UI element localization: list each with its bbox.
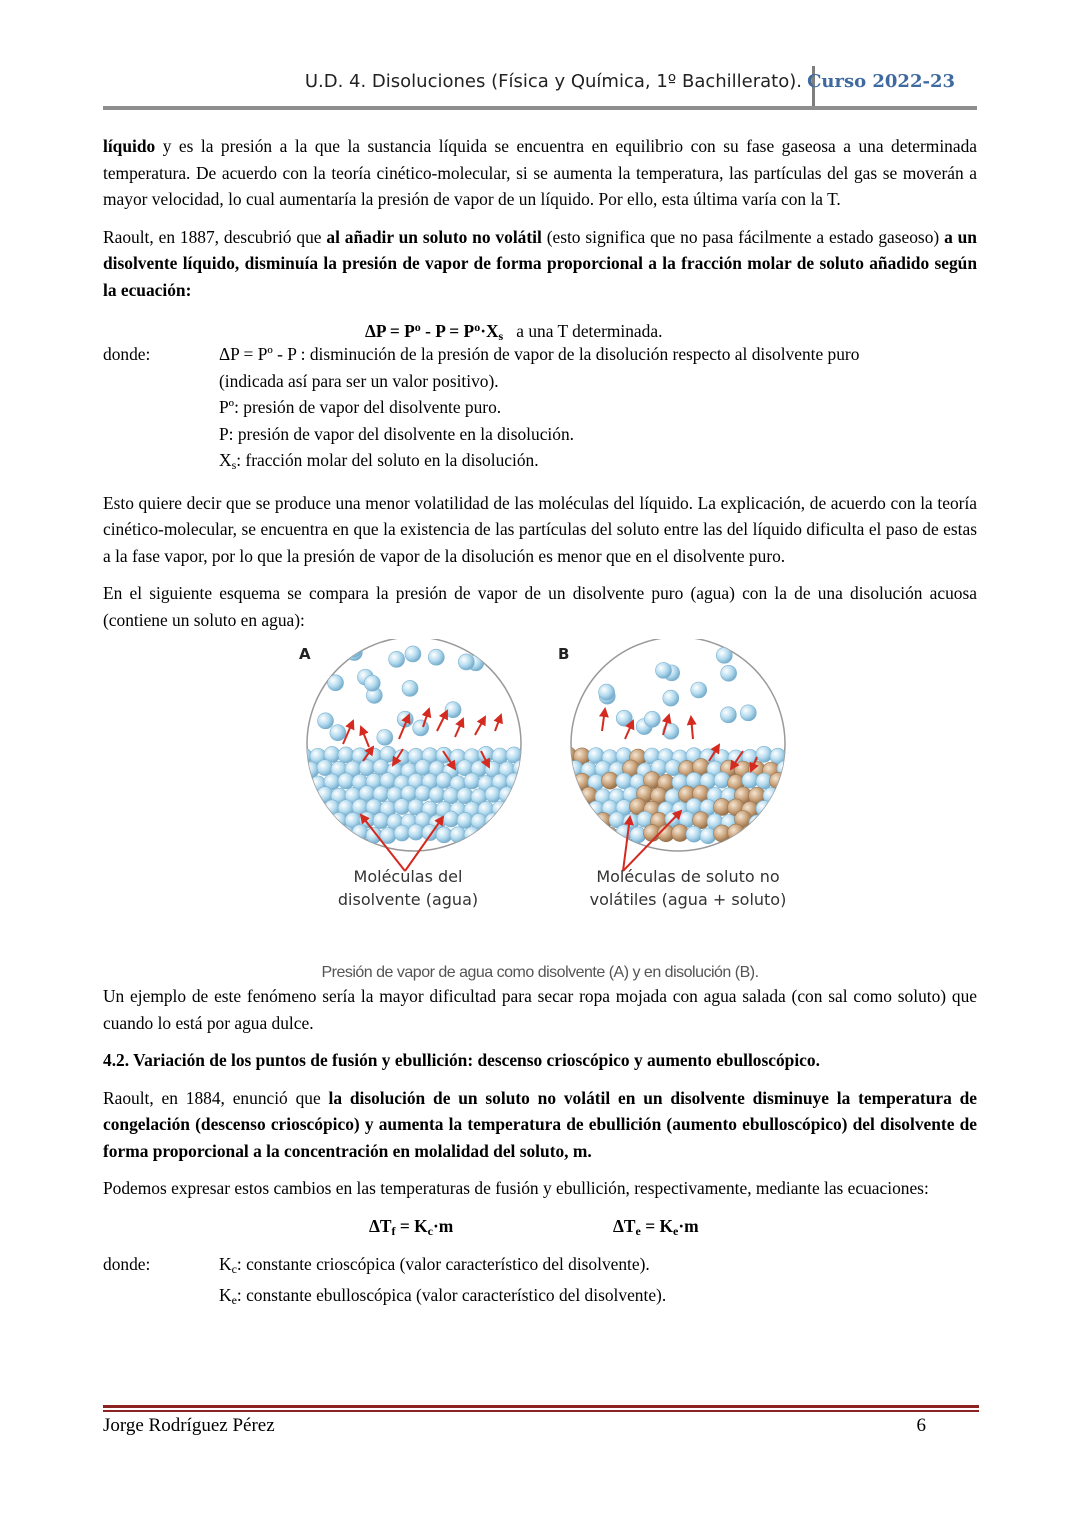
label-solute-molecules bbox=[573, 865, 803, 911]
paragraph-text: y es la presión a la que la sustancia líquida se encuentra en equilibrio con su fase gaseosa a una determinada temperatura. De acuerdo con la teoría cinético-molecular, si se aumenta la temperatura, las partículas del gas se moverán a mayor velocidad, lo cual aumentaría la presión de vapor de un líquido. Por ello, esta última varía con la T. bbox=[103, 136, 977, 209]
vapor-molecule bbox=[616, 710, 632, 726]
water-molecule bbox=[394, 825, 410, 841]
footer-rule bbox=[103, 1410, 979, 1412]
solute-molecule bbox=[602, 827, 619, 844]
water-molecule bbox=[394, 799, 410, 815]
label-line: Moléculas del bbox=[353, 867, 463, 886]
water-molecule bbox=[581, 812, 597, 828]
subscript: e bbox=[231, 1293, 237, 1307]
eq-part: ·m bbox=[678, 1215, 699, 1236]
eq-sup: o bbox=[414, 320, 421, 334]
eq-part: ·X bbox=[480, 321, 499, 341]
footer-author: Jorge Rodríguez Pérez bbox=[103, 1415, 275, 1436]
eq-sup: o bbox=[474, 320, 481, 334]
water-molecule bbox=[317, 760, 333, 776]
paragraph-raoult-1887 bbox=[103, 224, 977, 304]
water-molecule bbox=[763, 814, 779, 830]
solute-molecule bbox=[560, 825, 577, 842]
water-molecule bbox=[310, 801, 326, 817]
paragraph-equations-intro: Podemos expresar estos cambios en las temperaturas de fusión y ebullición, respectivamente, mediante las ecuaciones: bbox=[103, 1178, 929, 1198]
page-content bbox=[103, 133, 977, 1325]
eq-part: - P = P bbox=[420, 321, 475, 341]
definitions-label: donde: bbox=[103, 344, 151, 364]
water-molecule bbox=[485, 786, 501, 802]
header-rule bbox=[103, 106, 977, 110]
water-molecule bbox=[560, 800, 576, 816]
vapor-molecule bbox=[599, 684, 615, 700]
text: Raoult, en 1884, enunció que bbox=[103, 1087, 329, 1108]
water-molecule bbox=[686, 826, 702, 842]
water-molecule bbox=[310, 827, 326, 843]
vapor-molecule bbox=[655, 662, 671, 678]
eq-sub: e bbox=[672, 1223, 679, 1238]
page-number: 6 bbox=[916, 1415, 926, 1436]
bold-text: a un disolvente líquido, disminuía la presión de vapor de forma proporcional a la fracción molar de soluto añadido según la ecuación: bbox=[103, 226, 977, 300]
water-molecule bbox=[742, 772, 758, 788]
definitions-constants bbox=[103, 1251, 977, 1314]
water-molecule bbox=[303, 813, 319, 829]
water-molecule bbox=[499, 811, 515, 827]
water-molecule bbox=[478, 827, 494, 843]
water-molecule bbox=[574, 824, 590, 840]
vapor-molecule bbox=[458, 654, 474, 670]
definition-line: (indicada así para ser un valor positivo). bbox=[219, 370, 499, 391]
definition-line bbox=[219, 447, 977, 479]
text: (esto significa que no pasa fácilmente a estado gaseoso) bbox=[541, 226, 945, 247]
vapor-molecule bbox=[413, 720, 429, 736]
paragraph-vapor-pressure bbox=[103, 133, 977, 213]
vapor-molecule bbox=[721, 665, 737, 681]
section-heading: 4.2. Variación de los puntos de fusión y ebullición: descenso crioscópico y aumento ebulloscópico. bbox=[103, 1050, 820, 1070]
solute-molecule bbox=[777, 786, 794, 803]
text: : fracción molar del soluto en la disolución. bbox=[236, 450, 539, 470]
vapor-molecule bbox=[663, 690, 679, 706]
water-molecule bbox=[506, 801, 522, 817]
water-molecule bbox=[560, 773, 576, 789]
definition-line: ΔP = Pº - P : disminución de la presión de vapor de la disolución respecto al disolvente puro bbox=[219, 344, 860, 364]
vapor-molecule bbox=[389, 651, 405, 667]
eq-sub: c bbox=[427, 1223, 433, 1238]
water-molecule bbox=[714, 772, 730, 788]
vapor-pressure-figure bbox=[103, 639, 977, 979]
water-molecule bbox=[436, 827, 452, 843]
solute-molecule bbox=[756, 825, 773, 842]
text: K bbox=[219, 1253, 232, 1274]
water-molecule bbox=[513, 787, 529, 803]
eq-part: ΔT bbox=[369, 1215, 392, 1236]
water-molecule bbox=[567, 812, 583, 828]
eq-sub: s bbox=[498, 329, 504, 343]
water-molecule bbox=[338, 773, 354, 789]
water-molecule bbox=[338, 826, 354, 842]
water-molecule bbox=[777, 815, 793, 831]
bold-text: la disolución de un soluto no volátil en un disolvente disminuye la temperatura de congelación (descenso crioscópico) y aumenta la temperatura de ebullición (aumento ebulloscópico) del disolvente de forma proporcional a la concentración en molalidad del soluto, m. bbox=[103, 1087, 977, 1161]
water-molecule bbox=[464, 773, 480, 789]
water-molecule bbox=[324, 826, 340, 842]
eq-part: = K bbox=[395, 1215, 428, 1236]
vapor-molecule bbox=[402, 680, 418, 696]
text: Raoult, en 1887, descubrió que bbox=[103, 226, 327, 247]
water-molecule bbox=[296, 800, 312, 816]
solute-molecule bbox=[742, 825, 759, 842]
label-line: disolvente (agua) bbox=[337, 890, 479, 909]
text: X bbox=[219, 450, 232, 470]
label-solvent-molecules bbox=[303, 865, 513, 911]
page-header bbox=[103, 66, 977, 110]
water-molecule bbox=[499, 787, 515, 803]
eq-note: a una T determinada. bbox=[503, 321, 663, 341]
water-molecule bbox=[756, 746, 772, 762]
water-molecule bbox=[373, 813, 389, 829]
solute-molecule bbox=[770, 825, 787, 842]
eq-part: = K bbox=[640, 1215, 673, 1236]
water-molecule bbox=[749, 815, 765, 831]
solute-molecule bbox=[574, 799, 591, 816]
label-line: volátiles (agua + soluto) bbox=[589, 890, 787, 909]
bold-text: al añadir un soluto no volátil bbox=[326, 226, 542, 247]
water-molecule bbox=[296, 773, 312, 789]
vapor-molecule bbox=[740, 705, 756, 721]
water-molecule bbox=[513, 815, 529, 831]
solute-molecule bbox=[770, 772, 787, 789]
water-molecule bbox=[429, 787, 445, 803]
water-molecule bbox=[443, 811, 459, 827]
vapor-molecule bbox=[445, 702, 461, 718]
eq-sub: f bbox=[391, 1223, 396, 1238]
vapor-molecule bbox=[428, 649, 444, 665]
vapor-molecule bbox=[377, 729, 393, 745]
water-molecule bbox=[415, 759, 431, 775]
figure-label-a: A bbox=[299, 645, 311, 663]
definition-line: Pº: presión de vapor del disolvente puro. bbox=[219, 397, 502, 417]
vapor-molecule bbox=[405, 646, 421, 662]
vapor-molecule bbox=[331, 647, 347, 663]
paragraph-example: Un ejemplo de este fenómeno sería la mayor dificultad para secar ropa mojada con agua salada (con sal como soluto) que cuando lo está por agua dulce. bbox=[103, 986, 977, 1033]
header-title: U.D. 4. Disoluciones (Física y Química, 1º Bachillerato). bbox=[304, 71, 802, 92]
water-molecule bbox=[317, 811, 333, 827]
vapor-molecule bbox=[318, 713, 334, 729]
eq-part: ·m bbox=[432, 1215, 454, 1236]
subscript: c bbox=[231, 1261, 237, 1276]
vapor-molecule bbox=[720, 707, 736, 723]
label-line: Moléculas de soluto no bbox=[596, 867, 780, 886]
water-molecule bbox=[588, 825, 604, 841]
definition-line: P: presión de vapor del disolvente en la disolución. bbox=[219, 423, 574, 444]
paragraph-raoult-1884 bbox=[103, 1085, 977, 1165]
header-course: Curso 2022-23 bbox=[807, 71, 955, 92]
vapor-molecule bbox=[331, 643, 347, 659]
vapor-molecule bbox=[644, 711, 660, 727]
text: K bbox=[219, 1285, 232, 1305]
water-molecule bbox=[352, 825, 368, 841]
figure-illustration bbox=[103, 639, 977, 959]
text: : constante ebulloscópica (valor característico del disolvente). bbox=[236, 1285, 667, 1305]
section-title bbox=[103, 1047, 977, 1074]
paragraph-explanation: Esto quiere decir que se produce una menor volatilidad de las moléculas del líquido. La explicación, de acuerdo con la teoría cinético-molecular, se encuentra en que la existencia de las partículas del soluto entre las del líquido dificulta el paso de estas a la fase vapor, por lo que la presión de vapor de la disolución es menor que en el disolvente puro. bbox=[103, 492, 977, 566]
subscript: s bbox=[231, 458, 237, 472]
water-molecule bbox=[436, 772, 452, 788]
definition-line bbox=[219, 1251, 977, 1283]
water-molecule bbox=[770, 798, 786, 814]
equations-colligative bbox=[103, 1213, 977, 1240]
equation-boiling bbox=[613, 1213, 699, 1245]
vapor-molecule bbox=[691, 682, 707, 698]
equation-freezing bbox=[369, 1213, 453, 1245]
water-molecule bbox=[492, 825, 508, 841]
water-molecule bbox=[450, 827, 466, 843]
water-molecule bbox=[506, 773, 522, 789]
water-molecule bbox=[485, 813, 501, 829]
water-molecule bbox=[415, 785, 431, 801]
figure-caption: Presión de vapor de agua como disolvente (A) y en disolución (B). bbox=[321, 964, 759, 981]
water-molecule bbox=[296, 826, 312, 842]
eq-part: ΔT bbox=[613, 1215, 636, 1236]
vapor-molecule bbox=[364, 675, 380, 691]
water-molecule bbox=[366, 827, 382, 843]
water-molecule bbox=[457, 788, 473, 804]
water-molecule bbox=[506, 827, 522, 843]
equation-raoult bbox=[103, 314, 977, 341]
paragraph-scheme-intro: En el siguiente esquema se compara la presión de vapor de un disolvente puro (agua) con la de una disolución acuosa (contiene un soluto en agua): bbox=[103, 583, 977, 630]
definitions-raoult bbox=[103, 341, 977, 479]
definitions-label: donde: bbox=[103, 1253, 151, 1274]
solute-molecule bbox=[728, 824, 745, 841]
bold-term: líquido bbox=[103, 136, 156, 156]
water-molecule bbox=[457, 812, 473, 828]
water-molecule bbox=[338, 747, 354, 763]
text: : constante crioscópica (valor característico del disolvente). bbox=[236, 1253, 650, 1274]
eq-part: ΔP = P bbox=[365, 321, 415, 341]
vapor-molecule bbox=[330, 725, 346, 741]
water-molecule bbox=[408, 824, 424, 840]
footer-rule bbox=[103, 1405, 979, 1408]
figure-label-b: B bbox=[558, 645, 570, 663]
vapor-molecule bbox=[346, 641, 362, 657]
eq-sub: e bbox=[635, 1223, 641, 1238]
definition-line bbox=[219, 1282, 977, 1314]
